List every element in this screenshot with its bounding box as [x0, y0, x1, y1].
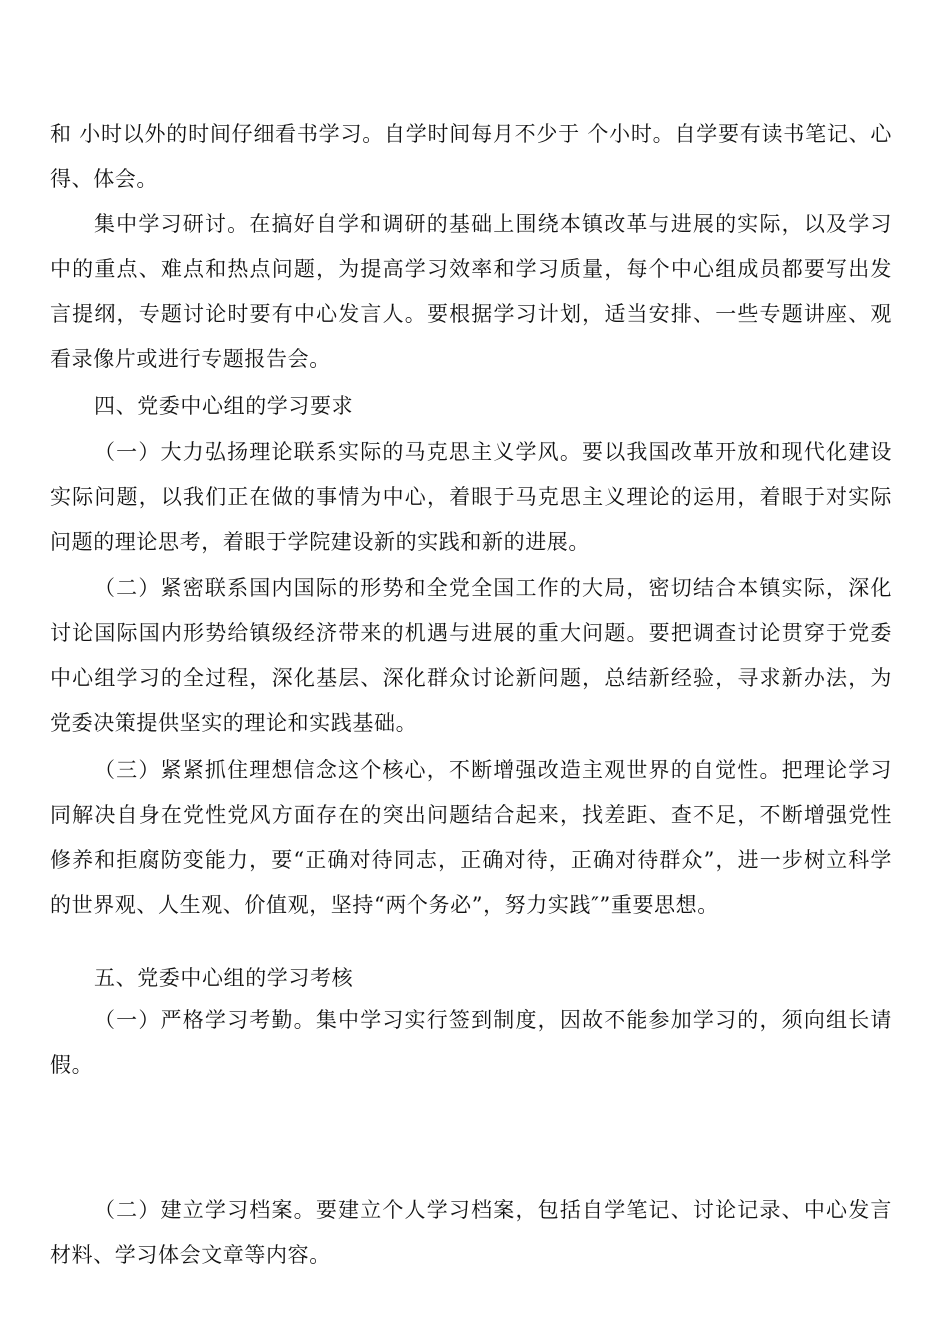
paragraph-assessment-1: （一）严格学习考勤。集中学习实行签到制度，因故不能参加学习的，须向组长请假。 [50, 1008, 892, 1077]
paragraph-self-study-time: 和 小时以外的时间仔细看书学习。自学时间每月不少于 个小时。自学要有读书笔记、心得、体会。 [50, 122, 892, 191]
section-heading-assessment: 五、党委中心组的学习考核 [94, 966, 354, 990]
paragraph-requirement-2: （二）紧密联系国内国际的形势和全党全国工作的大局，密切结合本镇实际，深化讨论国际国内形势给镇级经济带来的机遇与进展的重大问题。要把调查讨论贯穿于党委中心组学习的全过程，深化基层、深化群众讨论新问题，总结新经验，寻求新办法，为党委决策提供坚实的理论和实践基础。 [50, 576, 892, 735]
paragraph-requirement-1: （一）大力弘扬理论联系实际的马克思主义学风。要以我国改革开放和现代化建设实际问题，以我们正在做的事情为中心，着眼于马克思主义理论的运用，着眼于对实际问题的理论思考，着眼于学院建设新的实践和新的进展。 [50, 440, 892, 554]
paragraph-group-study: 集中学习研讨。在搞好自学和调研的基础上围绕本镇改革与进展的实际，以及学习中的重点、难点和热点问题，为提高学习效率和学习质量，每个中心组成员都要写出发言提纲，专题讨论时要有中心发言人。要根据学习计划，适当安排、一些专题讲座、观看录像片或进行专题报告会。 [50, 212, 892, 371]
paragraph-assessment-2: （二）建立学习档案。要建立个人学习档案，包括自学笔记、讨论记录、中心发言材料、学习体会文章等内容。 [50, 1198, 892, 1267]
paragraph-requirement-3: （三）紧紧抓住理想信念这个核心，不断增强改造主观世界的自觉性。把理论学习同解决自身在党性党风方面存在的突出问题结合起来，找差距、查不足，不断增强党性修养和拒腐防变能力，要“正确对待同志，正确对待，正确对待群众”，进一步树立科学的世界观、人生观、价值观，坚持“两个务必”，努力实践″”重要思想。 [50, 758, 892, 917]
section-heading-requirements: 四、党委中心组的学习要求 [94, 394, 354, 418]
